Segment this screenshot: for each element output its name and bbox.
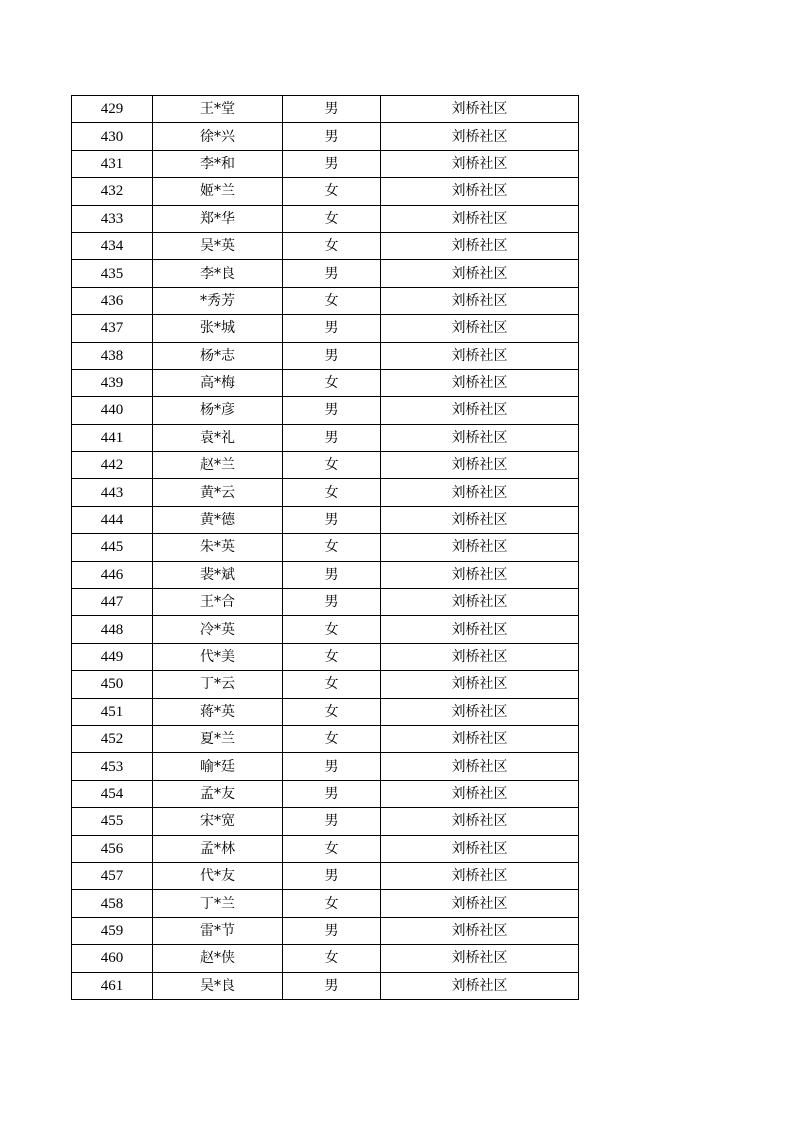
name-cell: 代*友 xyxy=(153,862,283,889)
community-cell: 刘桥社区 xyxy=(381,616,579,643)
gender-cell: 女 xyxy=(283,671,381,698)
table-row xyxy=(72,506,579,533)
row-number-cell: 431 xyxy=(72,150,153,177)
gender-cell: 男 xyxy=(283,315,381,342)
gender-cell: 男 xyxy=(283,972,381,999)
row-number-cell: 457 xyxy=(72,862,153,889)
row-number-cell: 459 xyxy=(72,917,153,944)
name-cell: 丁*兰 xyxy=(153,890,283,917)
gender-cell: 男 xyxy=(283,397,381,424)
name-cell: 徐*兴 xyxy=(153,123,283,150)
row-number-cell: 456 xyxy=(72,835,153,862)
gender-cell: 男 xyxy=(283,753,381,780)
row-number-cell: 444 xyxy=(72,506,153,533)
community-cell: 刘桥社区 xyxy=(381,424,579,451)
community-cell: 刘桥社区 xyxy=(381,835,579,862)
row-number-cell: 451 xyxy=(72,698,153,725)
table-row xyxy=(72,945,579,972)
community-cell: 刘桥社区 xyxy=(381,369,579,396)
name-cell: 裴*斌 xyxy=(153,561,283,588)
community-cell: 刘桥社区 xyxy=(381,342,579,369)
table-row xyxy=(72,232,579,259)
row-number-cell: 446 xyxy=(72,561,153,588)
table-row xyxy=(72,315,579,342)
community-cell: 刘桥社区 xyxy=(381,589,579,616)
table-row xyxy=(72,753,579,780)
row-number-cell: 434 xyxy=(72,232,153,259)
table-row xyxy=(72,725,579,752)
row-number-cell: 438 xyxy=(72,342,153,369)
name-cell: 姬*兰 xyxy=(153,178,283,205)
community-cell: 刘桥社区 xyxy=(381,780,579,807)
community-cell: 刘桥社区 xyxy=(381,96,579,123)
row-number-cell: 437 xyxy=(72,315,153,342)
row-number-cell: 435 xyxy=(72,260,153,287)
gender-cell: 女 xyxy=(283,945,381,972)
gender-cell: 女 xyxy=(283,698,381,725)
row-number-cell: 442 xyxy=(72,452,153,479)
community-cell: 刘桥社区 xyxy=(381,698,579,725)
name-cell: 袁*礼 xyxy=(153,424,283,451)
name-cell: 赵*侠 xyxy=(153,945,283,972)
gender-cell: 男 xyxy=(283,260,381,287)
community-cell: 刘桥社区 xyxy=(381,862,579,889)
table-row xyxy=(72,123,579,150)
table-row xyxy=(72,862,579,889)
gender-cell: 女 xyxy=(283,369,381,396)
community-cell: 刘桥社区 xyxy=(381,178,579,205)
table-row xyxy=(72,643,579,670)
name-cell: 李*和 xyxy=(153,150,283,177)
row-number-cell: 458 xyxy=(72,890,153,917)
name-cell: 孟*林 xyxy=(153,835,283,862)
gender-cell: 女 xyxy=(283,178,381,205)
row-number-cell: 454 xyxy=(72,780,153,807)
name-cell: 王*合 xyxy=(153,589,283,616)
gender-cell: 女 xyxy=(283,232,381,259)
community-cell: 刘桥社区 xyxy=(381,260,579,287)
community-cell: 刘桥社区 xyxy=(381,945,579,972)
community-cell: 刘桥社区 xyxy=(381,671,579,698)
community-cell: 刘桥社区 xyxy=(381,561,579,588)
name-cell: *秀芳 xyxy=(153,287,283,314)
name-cell: 夏*兰 xyxy=(153,725,283,752)
table-row xyxy=(72,534,579,561)
gender-cell: 女 xyxy=(283,643,381,670)
gender-cell: 男 xyxy=(283,561,381,588)
row-number-cell: 441 xyxy=(72,424,153,451)
name-cell: 黄*德 xyxy=(153,506,283,533)
row-number-cell: 445 xyxy=(72,534,153,561)
name-cell: 吴*英 xyxy=(153,232,283,259)
table-row xyxy=(72,917,579,944)
table-row xyxy=(72,479,579,506)
gender-cell: 男 xyxy=(283,424,381,451)
row-number-cell: 452 xyxy=(72,725,153,752)
name-cell: 黄*云 xyxy=(153,479,283,506)
gender-cell: 男 xyxy=(283,862,381,889)
gender-cell: 男 xyxy=(283,780,381,807)
table-row xyxy=(72,561,579,588)
gender-cell: 女 xyxy=(283,452,381,479)
row-number-cell: 447 xyxy=(72,589,153,616)
row-number-cell: 439 xyxy=(72,369,153,396)
name-cell: 张*城 xyxy=(153,315,283,342)
table-row xyxy=(72,589,579,616)
gender-cell: 男 xyxy=(283,123,381,150)
gender-cell: 女 xyxy=(283,835,381,862)
community-cell: 刘桥社区 xyxy=(381,287,579,314)
name-cell: 杨*志 xyxy=(153,342,283,369)
name-cell: 李*良 xyxy=(153,260,283,287)
row-number-cell: 430 xyxy=(72,123,153,150)
name-cell: 丁*云 xyxy=(153,671,283,698)
row-number-cell: 432 xyxy=(72,178,153,205)
name-cell: 代*美 xyxy=(153,643,283,670)
community-cell: 刘桥社区 xyxy=(381,643,579,670)
table-row xyxy=(72,205,579,232)
row-number-cell: 443 xyxy=(72,479,153,506)
community-cell: 刘桥社区 xyxy=(381,397,579,424)
gender-cell: 女 xyxy=(283,287,381,314)
row-number-cell: 455 xyxy=(72,808,153,835)
community-cell: 刘桥社区 xyxy=(381,506,579,533)
table-row xyxy=(72,369,579,396)
table-row xyxy=(72,96,579,123)
community-cell: 刘桥社区 xyxy=(381,479,579,506)
row-number-cell: 461 xyxy=(72,972,153,999)
row-number-cell: 450 xyxy=(72,671,153,698)
name-cell: 郑*华 xyxy=(153,205,283,232)
table-row xyxy=(72,890,579,917)
gender-cell: 男 xyxy=(283,917,381,944)
gender-cell: 女 xyxy=(283,616,381,643)
community-cell: 刘桥社区 xyxy=(381,315,579,342)
row-number-cell: 448 xyxy=(72,616,153,643)
name-cell: 喻*廷 xyxy=(153,753,283,780)
gender-cell: 女 xyxy=(283,890,381,917)
gender-cell: 男 xyxy=(283,150,381,177)
row-number-cell: 453 xyxy=(72,753,153,780)
name-cell: 雷*节 xyxy=(153,917,283,944)
community-cell: 刘桥社区 xyxy=(381,150,579,177)
table-row xyxy=(72,287,579,314)
row-number-cell: 436 xyxy=(72,287,153,314)
name-cell: 杨*彦 xyxy=(153,397,283,424)
community-cell: 刘桥社区 xyxy=(381,972,579,999)
gender-cell: 男 xyxy=(283,342,381,369)
name-cell: 蒋*英 xyxy=(153,698,283,725)
name-cell: 朱*英 xyxy=(153,534,283,561)
table-row xyxy=(72,397,579,424)
community-cell: 刘桥社区 xyxy=(381,725,579,752)
table-row xyxy=(72,424,579,451)
gender-cell: 男 xyxy=(283,96,381,123)
gender-cell: 男 xyxy=(283,808,381,835)
community-cell: 刘桥社区 xyxy=(381,753,579,780)
table-row xyxy=(72,178,579,205)
name-cell: 孟*友 xyxy=(153,780,283,807)
community-cell: 刘桥社区 xyxy=(381,534,579,561)
name-cell: 王*堂 xyxy=(153,96,283,123)
gender-cell: 女 xyxy=(283,205,381,232)
gender-cell: 女 xyxy=(283,479,381,506)
table-row xyxy=(72,260,579,287)
table-row xyxy=(72,780,579,807)
name-cell: 高*梅 xyxy=(153,369,283,396)
name-cell: 宋*宽 xyxy=(153,808,283,835)
community-cell: 刘桥社区 xyxy=(381,452,579,479)
community-cell: 刘桥社区 xyxy=(381,205,579,232)
community-cell: 刘桥社区 xyxy=(381,232,579,259)
row-number-cell: 449 xyxy=(72,643,153,670)
gender-cell: 男 xyxy=(283,589,381,616)
name-cell: 冷*英 xyxy=(153,616,283,643)
name-cell: 吴*良 xyxy=(153,972,283,999)
roster-table-body xyxy=(72,96,579,1000)
row-number-cell: 440 xyxy=(72,397,153,424)
table-row xyxy=(72,452,579,479)
table-row xyxy=(72,616,579,643)
gender-cell: 女 xyxy=(283,534,381,561)
row-number-cell: 460 xyxy=(72,945,153,972)
community-cell: 刘桥社区 xyxy=(381,123,579,150)
table-row xyxy=(72,835,579,862)
community-cell: 刘桥社区 xyxy=(381,808,579,835)
table-row xyxy=(72,671,579,698)
name-cell: 赵*兰 xyxy=(153,452,283,479)
row-number-cell: 433 xyxy=(72,205,153,232)
roster-table xyxy=(71,95,579,1000)
table-row xyxy=(72,150,579,177)
table-row xyxy=(72,342,579,369)
community-cell: 刘桥社区 xyxy=(381,890,579,917)
community-cell: 刘桥社区 xyxy=(381,917,579,944)
table-row xyxy=(72,808,579,835)
table-row xyxy=(72,698,579,725)
gender-cell: 男 xyxy=(283,506,381,533)
gender-cell: 女 xyxy=(283,725,381,752)
row-number-cell: 429 xyxy=(72,96,153,123)
table-row xyxy=(72,972,579,999)
